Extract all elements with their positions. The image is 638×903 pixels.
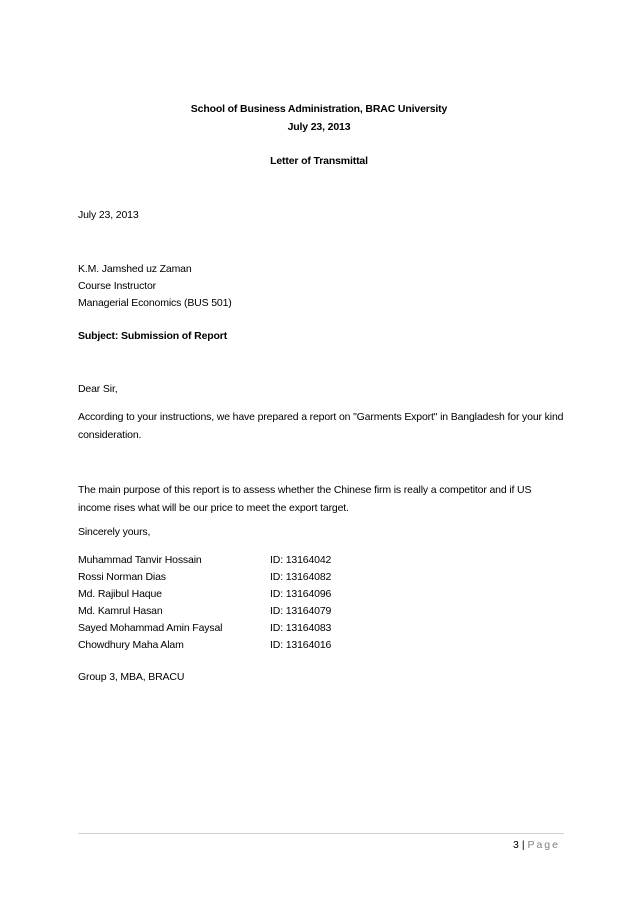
institution-heading: School of Business Administration, BRAC University	[190, 103, 448, 115]
letter-title: Letter of Transmittal	[270, 155, 368, 167]
signatory-id: ID: 13164079	[270, 605, 332, 617]
heading-date: July 23, 2013	[287, 121, 351, 133]
footer-separator: |	[521, 839, 525, 851]
page-footer	[513, 837, 560, 854]
paragraph-instructions: According to your instructions, we have prepared a report on "Garments Export" in Bangladesh for your kind consideration.	[78, 411, 564, 441]
signatory-id: ID: 13164042	[270, 554, 332, 566]
signatory-id: ID: 13164083	[270, 622, 332, 634]
footer-divider	[78, 833, 564, 834]
recipient-course: Managerial Economics (BUS 501)	[78, 297, 232, 309]
recipient-role: Course Instructor	[78, 280, 156, 292]
signatory-name: Rossi Norman Dias	[78, 571, 166, 583]
signatory-id: ID: 13164016	[270, 639, 332, 651]
group-line: Group 3, MBA, BRACU	[78, 671, 185, 683]
signatory-name: Muhammad Tanvir Hossain	[78, 554, 202, 566]
signatory-name: Md. Kamrul Hasan	[78, 605, 163, 617]
letter-date: July 23, 2013	[78, 209, 139, 221]
signatory-id: ID: 13164082	[270, 571, 332, 583]
signatory-name: Sayed Mohammad Amin Faysal	[78, 622, 223, 634]
letter-subject: Subject: Submission of Report	[78, 330, 228, 342]
page-number: 3	[513, 839, 519, 851]
signatory-id: ID: 13164096	[270, 588, 332, 600]
paragraph-purpose: The main purpose of this report is to assess whether the Chinese firm is really a competitor and if US income rises what will be our price to meet the export target.	[78, 484, 532, 514]
salutation: Dear Sir,	[78, 383, 118, 395]
closing: Sincerely yours,	[78, 526, 151, 538]
signatory-name: Md. Rajibul Haque	[78, 588, 162, 600]
recipient-name: K.M. Jamshed uz Zaman	[78, 263, 192, 275]
signatory-name: Chowdhury Maha Alam	[78, 639, 184, 651]
page-label: Page	[527, 839, 560, 851]
